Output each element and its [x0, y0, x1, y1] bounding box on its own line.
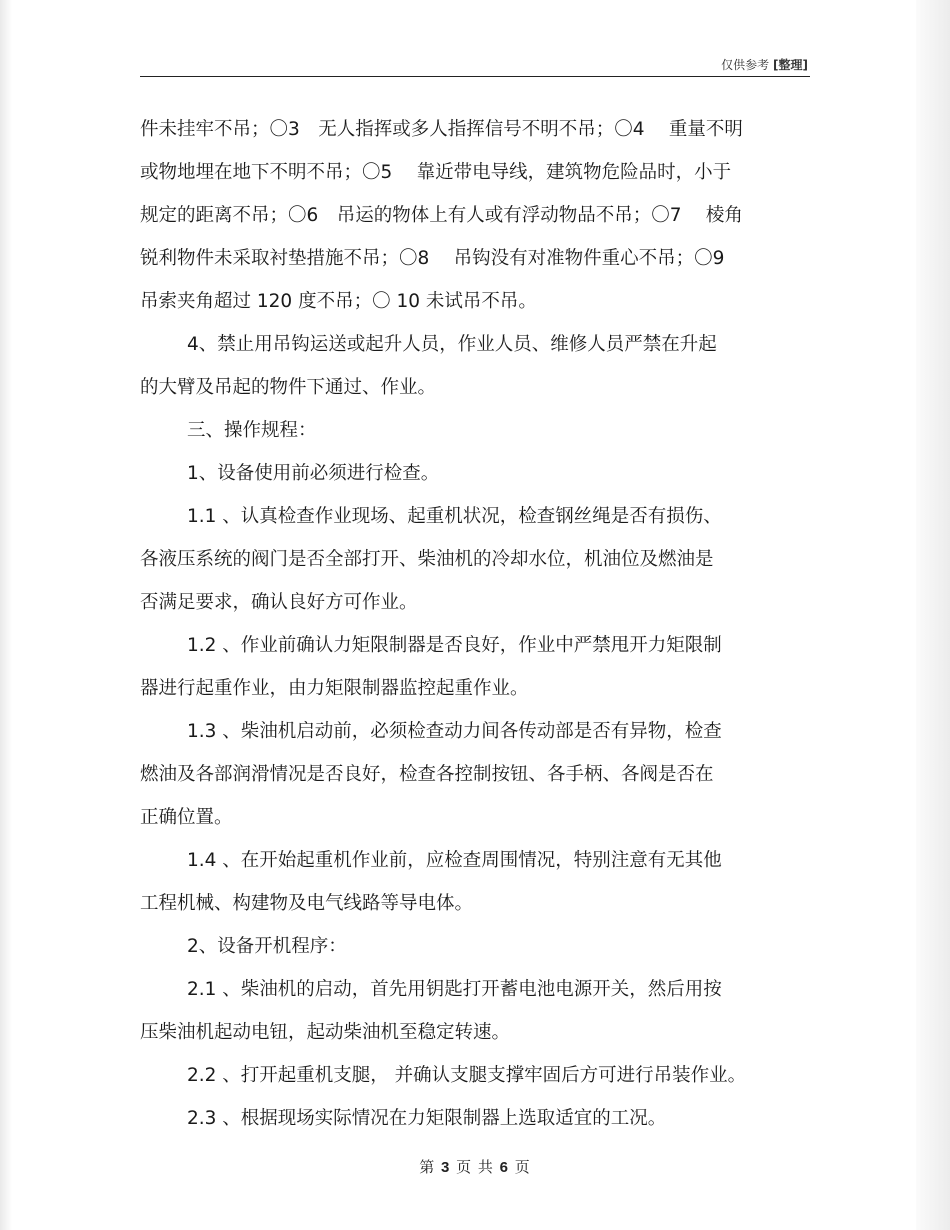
text-line: 的大臂及吊起的物件下通过、作业。: [140, 377, 437, 398]
document-body: [140, 108, 810, 1140]
text-line: 2.2 、打开起重机支腿， 并确认支腿支撑牢固后方可进行吊装作业。: [187, 1065, 747, 1086]
header-note-bracket: [整理]: [773, 58, 808, 72]
text-line: 1.1 、认真检查作业现场、起重机状况，检查钢丝绳是否有损伤、: [187, 506, 722, 527]
footer-suffix: 页: [514, 1158, 531, 1176]
text-line: 1.4 、在开始起重机作业前，应检查周围情况，特别注意有无其他: [187, 850, 722, 871]
text-line: 三、操作规程：: [187, 420, 317, 441]
text-line: 1.2 、作业前确认力矩限制器是否良好，作业中严禁甩开力矩限制: [187, 635, 722, 656]
page-edge-right: [916, 0, 950, 1230]
header-note: [721, 56, 808, 73]
text-line: 或物地埋在地下不明不吊；〇5 靠近带电导线，建筑物危险品时，小于: [140, 162, 732, 183]
header-note-text: 仅供参考: [721, 58, 770, 72]
text-line: 正确位置。: [140, 807, 233, 828]
text-line: 2.1 、柴油机的启动，首先用钥匙打开蓄电池电源开关，然后用按: [187, 979, 722, 1000]
text-line: 器进行起重作业，由力矩限制器监控起重作业。: [140, 678, 529, 699]
text-line: 否满足要求，确认良好方可作业。: [140, 592, 418, 613]
text-line: 锐利物件未采取衬垫措施不吊；〇8 吊钩没有对准物件重心不吊；〇9: [140, 248, 725, 269]
footer-mid: 页 共: [456, 1158, 494, 1176]
text-line: 1.3 、柴油机启动前，必须检查动力间各传动部是否有异物，检查: [187, 721, 722, 742]
footer-total-pages: 6: [499, 1159, 510, 1176]
text-line: 件未挂牢不吊；〇3 无人指挥或多人指挥信号不明不吊；〇4 重量不明: [140, 119, 743, 140]
text-line: 4、禁止用吊钩运送或起升人员，作业人员、维修人员严禁在升起: [187, 334, 717, 355]
text-line: 吊索夹角超过 120 度不吊；〇 10 未试吊不吊。: [140, 291, 537, 312]
text-line: 压柴油机起动电钮，起动柴油机至稳定转速。: [140, 1022, 511, 1043]
text-line: 规定的距离不吊；〇6 吊运的物体上有人或有浮动物品不吊；〇7 棱角: [140, 205, 743, 226]
footer-current-page: 3: [440, 1159, 451, 1176]
text-line: 工程机械、构建物及电气线路等导电体。: [140, 893, 474, 914]
text-line: 各液压系统的阀门是否全部打开、柴油机的冷却水位，机油位及燃油是: [140, 549, 714, 570]
text-line: 燃油及各部润滑情况是否良好，检查各控制按钮、各手柄、各阀是否在: [140, 764, 714, 785]
page-footer: [0, 1156, 950, 1177]
page-edge-left: [0, 0, 12, 1230]
text-line: 2.3 、根据现场实际情况在力矩限制器上选取适宜的工况。: [187, 1108, 667, 1129]
text-line: 2、设备开机程序：: [187, 936, 347, 957]
footer-prefix: 第: [419, 1158, 436, 1176]
text-line: 1、设备使用前必须进行检查。: [187, 463, 440, 484]
header-rule: [140, 76, 810, 77]
